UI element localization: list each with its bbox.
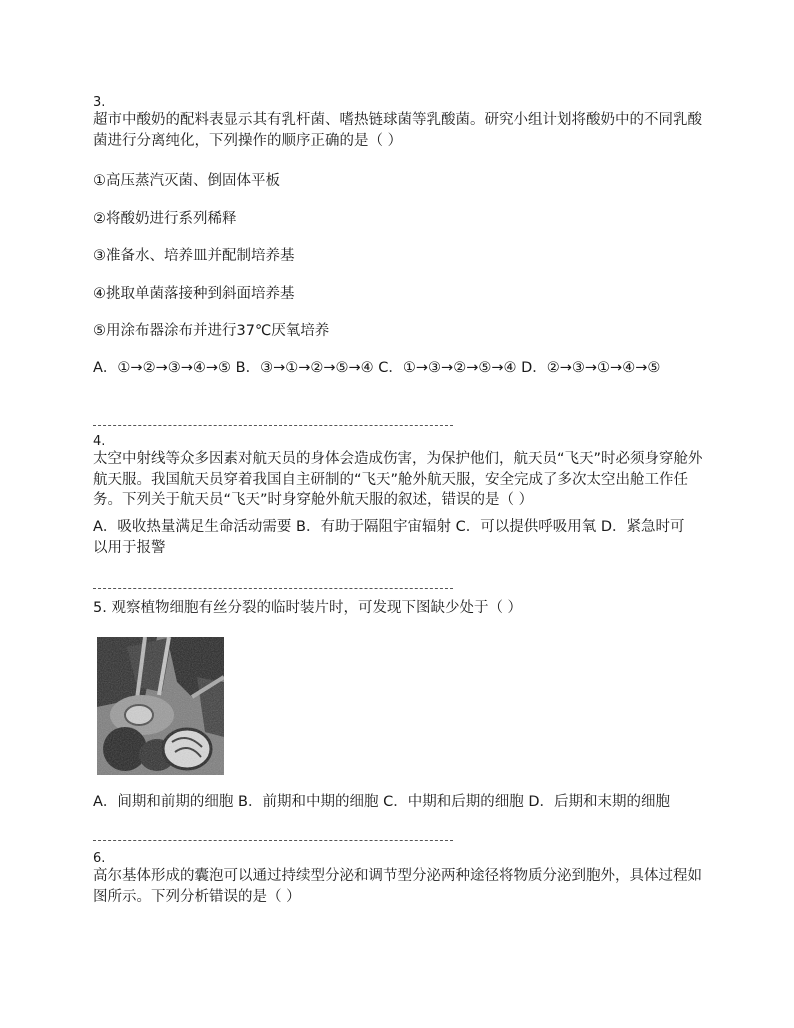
question-number: 6.: [93, 851, 106, 866]
step-5: ⑤用涂布器涂布并进行37℃厌氧培养: [93, 323, 330, 339]
question-5-options: A．间期和前期的细胞 B．前期和中期的细胞 C．中期和后期的细胞 D．后期和末期的细胞: [93, 794, 670, 810]
separator-line: [93, 840, 453, 841]
question-3-options: A．①→②→③→④→⑤ B．③→①→②→⑤→④ C．①→③→②→⑤→④ D．②→③→①→④→⑤: [93, 360, 661, 376]
question-stem: 超市中酸奶的配料表显示其有乳杆菌、嗜热链球菌等乳酸菌。研究小组计划将酸奶中的不同乳酸菌进行分离纯化，下列操作的顺序正确的是（ ）: [93, 112, 702, 149]
separator-line: [93, 588, 453, 589]
question-number: 4.: [93, 434, 106, 449]
step-1: ①高压蒸汽灭菌、倒固体平板: [93, 173, 280, 189]
question-stem: 观察植物细胞有丝分裂的临时装片时，可发现下图缺少处于（ ）: [111, 600, 523, 616]
micrograph-illustration: [97, 637, 224, 775]
question-stem: 高尔基体形成的囊泡可以通过持续型分泌和调节型分泌两种途径将物质分泌到胞外，具体过程如图所示。下列分析错误的是（ ）: [93, 868, 702, 905]
mitosis-micrograph: [97, 637, 224, 775]
question-4: [93, 435, 705, 511]
question-stem: 太空中射线等众多因素对航天员的身体会造成伤害，为保护他们，航天员“飞天”时必须身穿舱外航天服。我国航天员穿着我国自主研制的“飞天”舱外航天服，安全完成了多次太空出舱工作任务。下列关于航天员“飞天”时身穿舱外航天服的叙述，错误的是（ ）: [93, 451, 703, 508]
step-3: ③准备水、培养皿并配制培养基: [93, 248, 295, 264]
separator-line: [93, 425, 453, 426]
question-4-options: A．吸收热量满足生命活动需要 B．有助于隔阻宇宙辐射 C．可以提供呼吸用氧 D．紧急时可以用于报警: [93, 519, 685, 556]
question-3: [93, 96, 705, 151]
step-4: ④挑取单菌落接种到斜面培养基: [93, 286, 295, 302]
question-6: [93, 852, 705, 907]
question-number: 5.: [93, 600, 107, 616]
question-5: [93, 598, 705, 619]
question-number: 3.: [93, 95, 106, 110]
step-2: ②将酸奶进行系列稀释: [93, 211, 237, 227]
